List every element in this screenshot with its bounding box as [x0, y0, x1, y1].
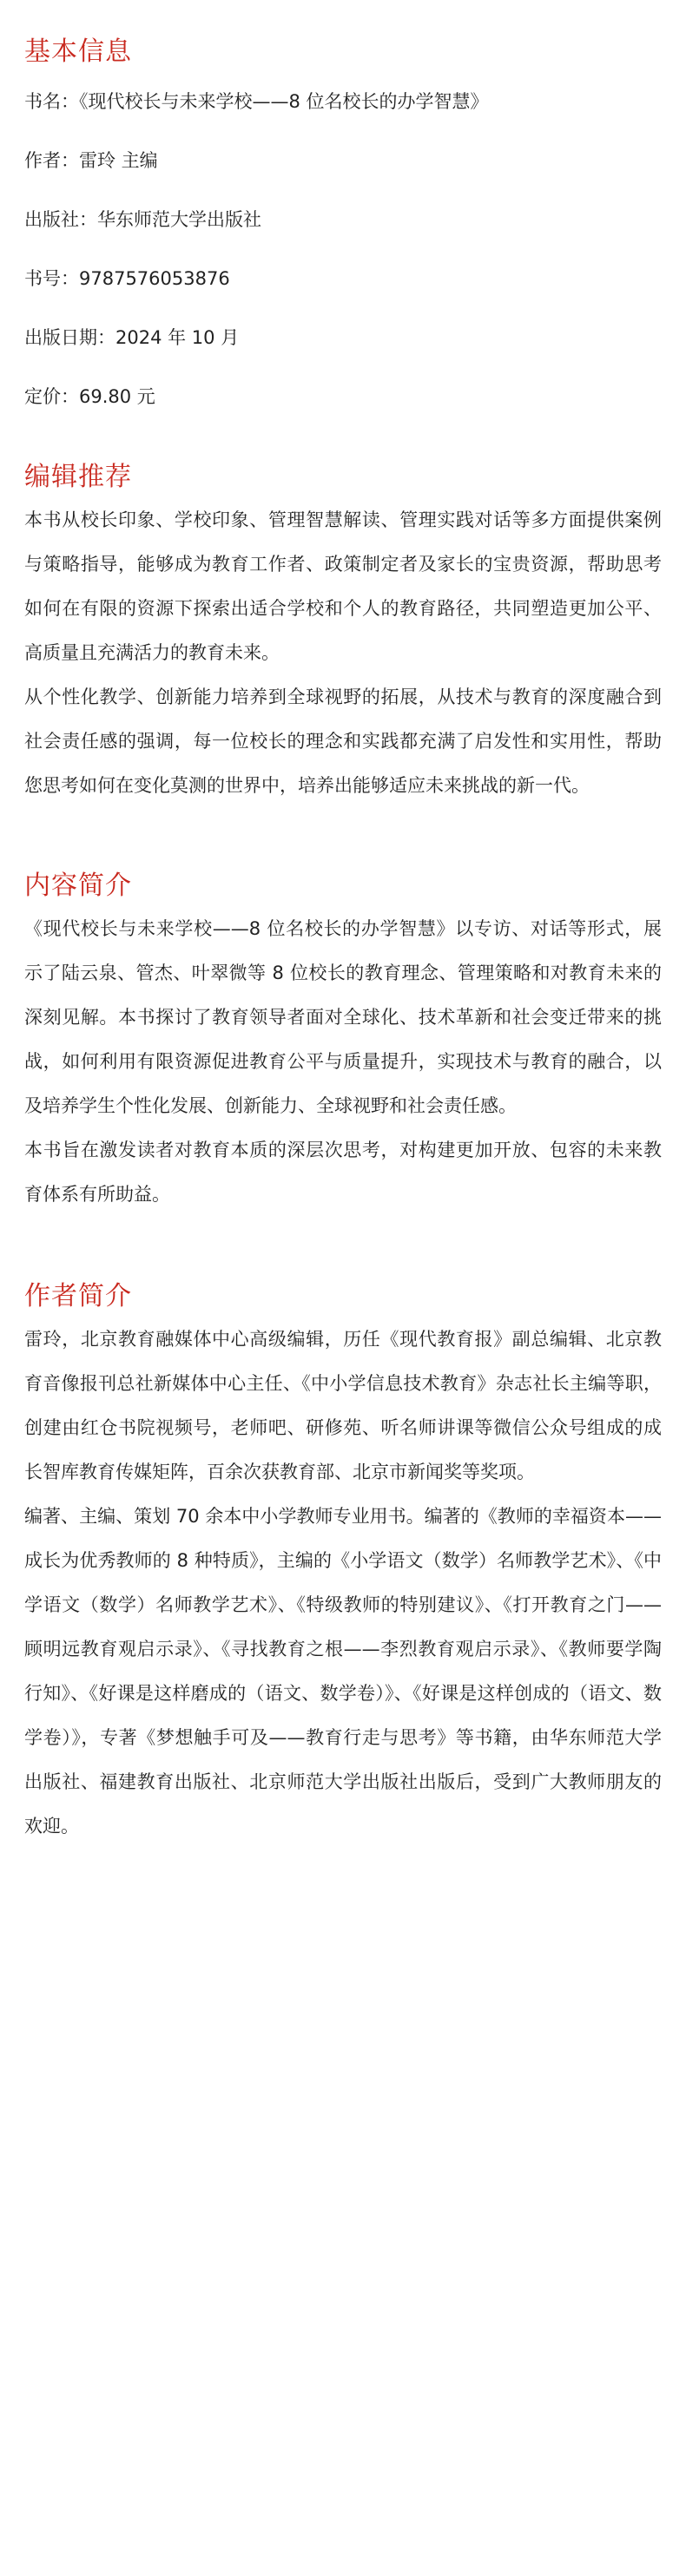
basic-info-section: [24, 0, 662, 410]
book-price: 定价：69.80 元: [24, 386, 155, 407]
book-name: 书名：《现代校长与未来学校——8 位名校长的办学智慧》: [24, 91, 489, 112]
editor-recommendation-heading: 编辑推荐: [24, 462, 132, 492]
author-intro-heading: 作者简介: [24, 1281, 132, 1311]
editor-recommendation-paragraph: 本书从校长印象、学校印象、管理智慧解读、管理实践对话等多方面提供案例与策略指导，能够成为教育工作者、政策制定者及家长的宝贵资源，帮助思考如何在有限的资源下探索出适合学校和个人的教育路径，共同塑造更加公平、高质量且充满活力的教育未来。: [24, 509, 662, 663]
content-summary-paragraph: 《现代校长与未来学校——8 位名校长的办学智慧》以专访、对话等形式，展示了陆云泉、管杰、叶翠微等 8 位校长的教育理念、管理策略和对教育未来的深刻见解。本书探讨了教育领导者面对全球化、技术革新和社会变迁带来的挑战，如何利用有限资源促进教育公平与质量提升，实现技术与教育的融合，以及培养学生个性化发展、创新能力、全球视野和社会责任感。: [24, 918, 662, 1116]
basic-info-heading: 基本信息: [24, 36, 132, 67]
book-isbn: 书号：9787576053876: [24, 268, 230, 289]
content-summary-section: [24, 869, 662, 1217]
author-intro-paragraph: 雷玲，北京教育融媒体中心高级编辑，历任《现代教育报》副总编辑、北京教育音像报刊总社新媒体中心主任、《中小学信息技术教育》杂志社长主编等职，创建由红仓书院视频号，老师吧、研修苑、听名师讲课等微信公众号组成的成长智库教育传媒矩阵，百余次获教育部、北京市新闻奖等奖项。: [24, 1329, 662, 1482]
author-intro-paragraph: 编著、主编、策划 70 余本中小学教师专业用书。编著的《教师的幸福资本——成长为优秀教师的 8 种特质》，主编的《小学语文（数学）名师教学艺术》、《中学语文（数学）名师教学艺术》、《特级教师的特别建议》、《打开教育之门——顾明远教育观启示录》、《寻找教育之根——李烈教育观启示录》、《教师要学陶行知》、《好课是这样磨成的（语文、数学卷）》、《好课是这样创成的（语文、数学卷）》，专著《梦想触手可及——教育行走与思考》等书籍，由华东师范大学出版社、福建教育出版社、北京师范大学出版社出版后，受到广大教师朋友的欢迎。: [24, 1506, 662, 1837]
editor-recommendation-paragraph: 从个性化教学、创新能力培养到全球视野的拓展，从技术与教育的深度融合到社会责任感的强调，每一位校长的理念和实践都充满了启发性和实用性，帮助您思考如何在变化莫测的世界中，培养出能够适应未来挑战的新一代。: [24, 687, 662, 796]
content-summary-heading: 内容简介: [24, 871, 132, 901]
book-publisher: 出版社：华东师范大学出版社: [24, 209, 261, 230]
book-author: 作者：雷玲 主编: [24, 150, 158, 171]
content-summary-paragraph: 本书旨在激发读者对教育本质的深层次思考，对构建更加开放、包容的未来教育体系有所助益。: [24, 1140, 662, 1205]
author-intro-section: [24, 1279, 662, 1849]
editor-recommendation-section: [24, 460, 662, 808]
book-publish-date: 出版日期：2024 年 10 月: [24, 327, 240, 348]
